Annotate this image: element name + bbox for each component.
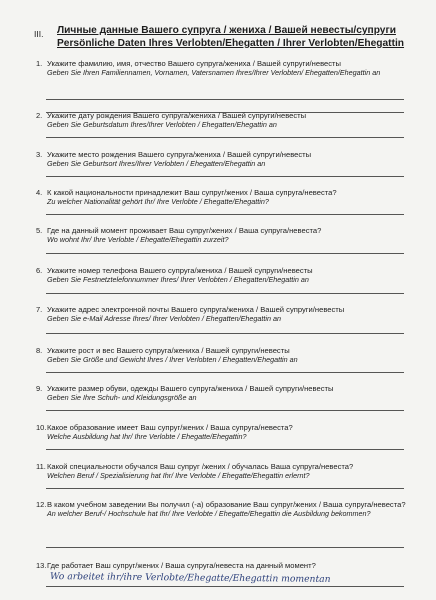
question-text-de: Geben Sie Geburtsdatum Ihres/Ihrer Verlobten / Ehegatten/Ehegattin an bbox=[47, 120, 277, 130]
question-3 bbox=[36, 150, 416, 169]
question-text-ru: В каком учебном заведении Вы получил (-а) образование Ваш супруг/жених / Ваша супруга/невеста? bbox=[47, 500, 406, 509]
question-9 bbox=[36, 384, 416, 403]
question-text-de: Geben Sie Geburtsort Ihres/Ihrer Verlobten / Ehegatten/Ehegattin an bbox=[47, 159, 266, 169]
question-text-ru: Укажите место рождения Вашего супруга/жениха / Вашей супруги/невесты bbox=[47, 150, 312, 159]
question-7 bbox=[36, 305, 416, 324]
question-13 bbox=[36, 561, 416, 570]
question-text-de: Geben Sie Festnetztelefonnummer Ihres/ Ihrer Verlobten / Ehegatten/Ehegattin an bbox=[47, 275, 309, 285]
question-2 bbox=[36, 111, 416, 130]
question-text-de: Geben Sie Ihre Schuh- und Kleidungsgröße an bbox=[47, 393, 197, 403]
question-text-de: Geben Sie e-Mail Adresse Ihres/ Ihrer Verlobten / Ehegatten/Ehegattin an bbox=[47, 314, 281, 324]
question-text-de: Zu welcher Nationalität gehört Ihr/ Ihre Verlobte / Ehegatte/Ehegattin? bbox=[47, 197, 269, 207]
question-number: 5. bbox=[36, 226, 43, 235]
section-title-de: Persönliche Daten Ihres Verlobten/Ehegatten / Ihrer Verlobten/Ehegattin bbox=[57, 37, 405, 49]
question-number: 13. bbox=[36, 561, 47, 570]
question-text-de: Geben Sie Ihren Familiennamen, Vornamen, Vatersnamen Ihres/Ihrer Verlobten/ Ehegatten/Ehegattin an bbox=[47, 68, 381, 78]
question-text-de: Welchen Beruf / Spezialisierung hat Ihr/ Ihre Verlobte / Ehegatte/Ehegattin erlernt? bbox=[47, 471, 310, 481]
answer-line[interactable] bbox=[46, 586, 404, 587]
question-8 bbox=[36, 346, 416, 365]
question-text-ru: Укажите номер телефона Вашего супруга/жениха / Вашей супруги/невесты bbox=[47, 266, 313, 275]
question-text-ru: Какое образование имеет Ваш супруг/жених / Ваша супруга/невеста? bbox=[47, 423, 293, 432]
question-4 bbox=[36, 188, 416, 207]
question-text-ru: Где на данный момент проживает Ваш супруг/жених / Ваша супруга/невеста? bbox=[47, 226, 322, 235]
question-number: 6. bbox=[36, 266, 43, 275]
question-text-ru: Укажите фамилию, имя, отчество Вашего супруга/жениха / Вашей супруги/невесты bbox=[47, 59, 341, 68]
question-1 bbox=[36, 59, 416, 78]
question-number: 8. bbox=[36, 346, 43, 355]
question-number: 11. bbox=[36, 462, 46, 471]
section-title-ru: Личные данные Вашего супруга / жениха / Вашей невесты/супруги bbox=[57, 25, 396, 36]
question-10 bbox=[36, 423, 416, 442]
answer-line[interactable] bbox=[46, 372, 404, 373]
question-text-ru: Где работает Ваш супруг/жених / Ваша супруга/невеста на данный момент? bbox=[47, 561, 316, 570]
question-text-ru: Какой специальности обучался Ваш супруг /жених / обучалась Ваша супруга/невеста? bbox=[47, 462, 354, 471]
answer-line[interactable] bbox=[46, 137, 404, 138]
question-12 bbox=[36, 500, 416, 519]
answer-line[interactable] bbox=[46, 253, 404, 254]
section-title bbox=[57, 25, 429, 50]
question-number: 9. bbox=[36, 384, 43, 393]
question-text-de: An welcher Beruf-/ Hochschule hat Ihr/ Ihre Verlobte / Ehegatte/Ehegattin die Ausbildung bekommen? bbox=[47, 509, 371, 519]
question-text-de: Welche Ausbildung hat Ihr/ Ihre Verlobte / Ehegatte/Ehegattin? bbox=[47, 432, 247, 442]
answer-line[interactable] bbox=[46, 449, 404, 450]
question-number: 10. bbox=[36, 423, 47, 432]
handwritten-answer: Wo arbeitet ihr/ihre Verlobte/Ehegatte/Ehegattin momentan bbox=[49, 571, 331, 585]
question-text-ru: К какой национальности принадлежит Ваш супруг/жених / Ваша супруга/невеста? bbox=[47, 188, 337, 197]
question-number: 4. bbox=[36, 188, 43, 197]
question-number: 12. bbox=[36, 500, 47, 509]
answer-line[interactable] bbox=[46, 176, 404, 177]
answer-line[interactable] bbox=[46, 214, 404, 215]
question-text-ru: Укажите адрес электронной почты Вашего супруга/жениха / Вашей супруги/невесты bbox=[47, 305, 345, 314]
question-number: 1. bbox=[36, 59, 43, 68]
answer-line[interactable] bbox=[46, 333, 404, 334]
question-text-ru: Укажите рост и вес Вашего супруга/жениха / Вашей супруги/невесты bbox=[47, 346, 290, 355]
answer-line[interactable] bbox=[46, 293, 404, 294]
question-text-de: Geben Sie Größe und Gewicht Ihres / Ihrer Verlobten / Ehegatten/Ehegattin an bbox=[47, 355, 298, 365]
question-5 bbox=[36, 226, 416, 245]
question-number: 2. bbox=[36, 111, 43, 120]
question-number: 7. bbox=[36, 305, 43, 314]
question-6 bbox=[36, 266, 416, 285]
answer-line[interactable] bbox=[46, 488, 404, 489]
section-number: III. bbox=[34, 29, 44, 39]
question-text-ru: Укажите дату рождения Вашего супруга/жениха / Вашей супруги/невесты bbox=[47, 111, 307, 120]
answer-line[interactable] bbox=[46, 410, 404, 411]
answer-line[interactable] bbox=[46, 547, 404, 548]
answer-line[interactable] bbox=[46, 99, 404, 100]
question-number: 3. bbox=[36, 150, 43, 159]
question-text-ru: Укажите размер обуви, одежды Вашего супруга/жениха / Вашей супруги/невесты bbox=[47, 384, 334, 393]
question-11 bbox=[36, 462, 416, 481]
question-text-de: Wo wohnt Ihr/ Ihre Verlobte / Ehegatte/Ehegattin zurzeit? bbox=[47, 235, 229, 245]
